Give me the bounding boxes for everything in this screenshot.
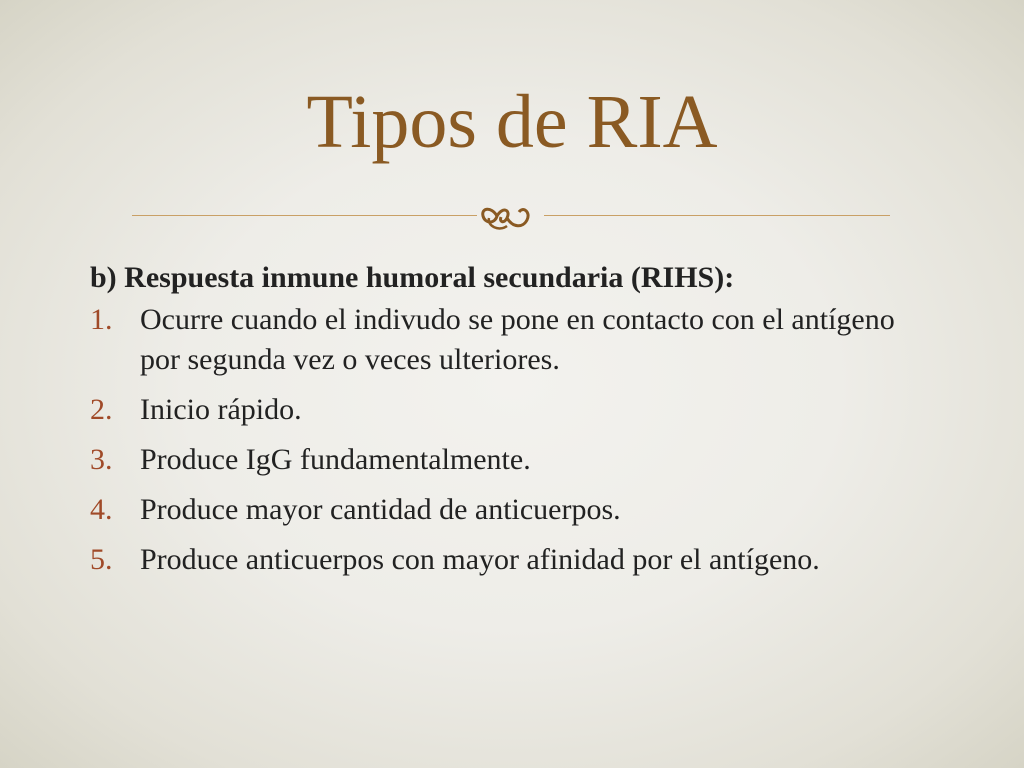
list-item-text: Inicio rápido. [140,393,302,426]
list-item-number: 1. [90,303,113,336]
slide-body [90,258,940,590]
flourish-ornament-icon [477,200,544,234]
list-item [90,540,940,580]
list-item [90,300,940,380]
divider-rule-right [544,215,890,216]
numbered-list [90,300,940,580]
list-item-number: 3. [90,443,113,476]
divider-rule-left [132,215,477,216]
list-item-number: 5. [90,543,113,576]
list-item [90,390,940,430]
list-item-text: Produce mayor cantidad de anticuerpos. [140,493,621,526]
list-item [90,440,940,480]
list-item-text: Produce anticuerpos con mayor afinidad por el antígeno. [140,543,820,576]
slide-title: Tipos de RIA [306,80,718,164]
list-item [90,490,940,530]
list-item-number: 4. [90,493,113,526]
body-subheading: b) Respuesta inmune humoral secundaria (RIHS): [90,261,735,294]
list-item-text: Produce IgG fundamentalmente. [140,443,531,476]
title-divider [132,200,890,234]
list-item-text: Ocurre cuando el indivudo se pone en contacto con el antígeno por segunda vez o veces ulteriores. [140,303,895,376]
list-item-number: 2. [90,393,113,426]
